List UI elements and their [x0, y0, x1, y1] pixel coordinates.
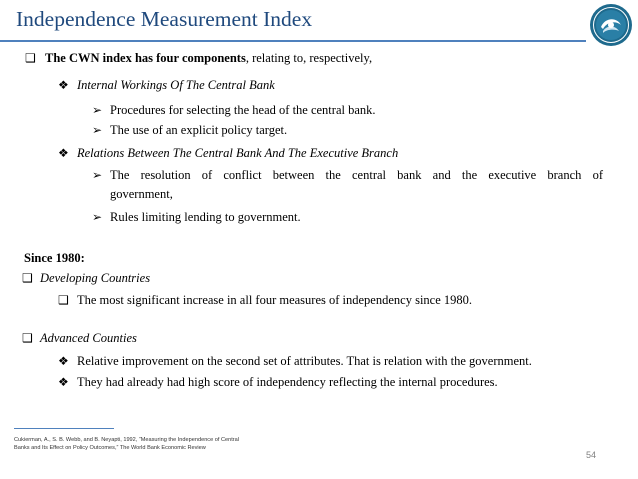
advanced-item-1: Relative improvement on the second set of attributes. That is relation with the government.: [77, 354, 532, 368]
checkbox-bullet-icon: ❑: [58, 293, 69, 307]
group2-item-1-line-2: government,: [110, 187, 173, 201]
group1-item-1: Procedures for selecting the head of the central bank.: [110, 103, 376, 117]
title-divider: [0, 40, 586, 42]
footnote-line-1: Cukierman, A., S. B. Webb, and B. Neyapti, 1992, “Measuring the Independence of Central: [14, 437, 240, 443]
arrow-bullet-icon: ➢: [92, 123, 103, 137]
advanced-item-2: They had already had high score of independency reflecting the internal procedures.: [77, 375, 498, 389]
footnote-divider: [14, 428, 114, 429]
group1-item-2: The use of an explicit policy target.: [110, 123, 288, 137]
since-heading: Since 1980:: [24, 251, 85, 265]
diamond-bullet-icon: ❖: [58, 78, 69, 92]
developing-item: The most significant increase in all four measures of independency since 1980.: [77, 293, 473, 307]
footnote-line-2: Banks and Its Effect on Policy Outcomes,” The World Bank Economic Review: [14, 445, 206, 451]
group2-item-2: Rules limiting lending to government.: [110, 210, 301, 224]
group2-heading: Relations Between The Central Bank And The Executive Branch: [77, 146, 399, 160]
arrow-bullet-icon: ➢: [92, 168, 103, 182]
diamond-bullet-icon: ❖: [58, 354, 69, 368]
central-bank-seal-icon: [589, 3, 633, 47]
arrow-bullet-icon: ➢: [92, 103, 103, 117]
arrow-bullet-icon: ➢: [92, 210, 103, 224]
page-number: 54: [586, 450, 597, 460]
group2-item-1-line-1: The resolution of conflict between the central bank and the executive branch of: [110, 168, 603, 182]
group1-heading: Internal Workings Of The Central Bank: [77, 78, 275, 92]
intro-bold: The CWN index has four components: [45, 51, 246, 65]
slide-title: Independence Measurement Index: [16, 7, 313, 31]
diamond-bullet-icon: ❖: [58, 146, 69, 160]
advanced-label: Advanced Counties: [40, 331, 137, 345]
diamond-bullet-icon: ❖: [58, 375, 69, 389]
footnote: [14, 436, 314, 452]
intro-rest: , relating to, respectively,: [245, 51, 373, 65]
checkbox-bullet-icon: ❑: [22, 271, 33, 285]
checkbox-bullet-icon: ❑: [22, 331, 33, 345]
developing-label: Developing Countries: [40, 271, 151, 285]
intro-line: [45, 50, 372, 66]
checkbox-bullet-icon: ❑: [25, 51, 36, 65]
